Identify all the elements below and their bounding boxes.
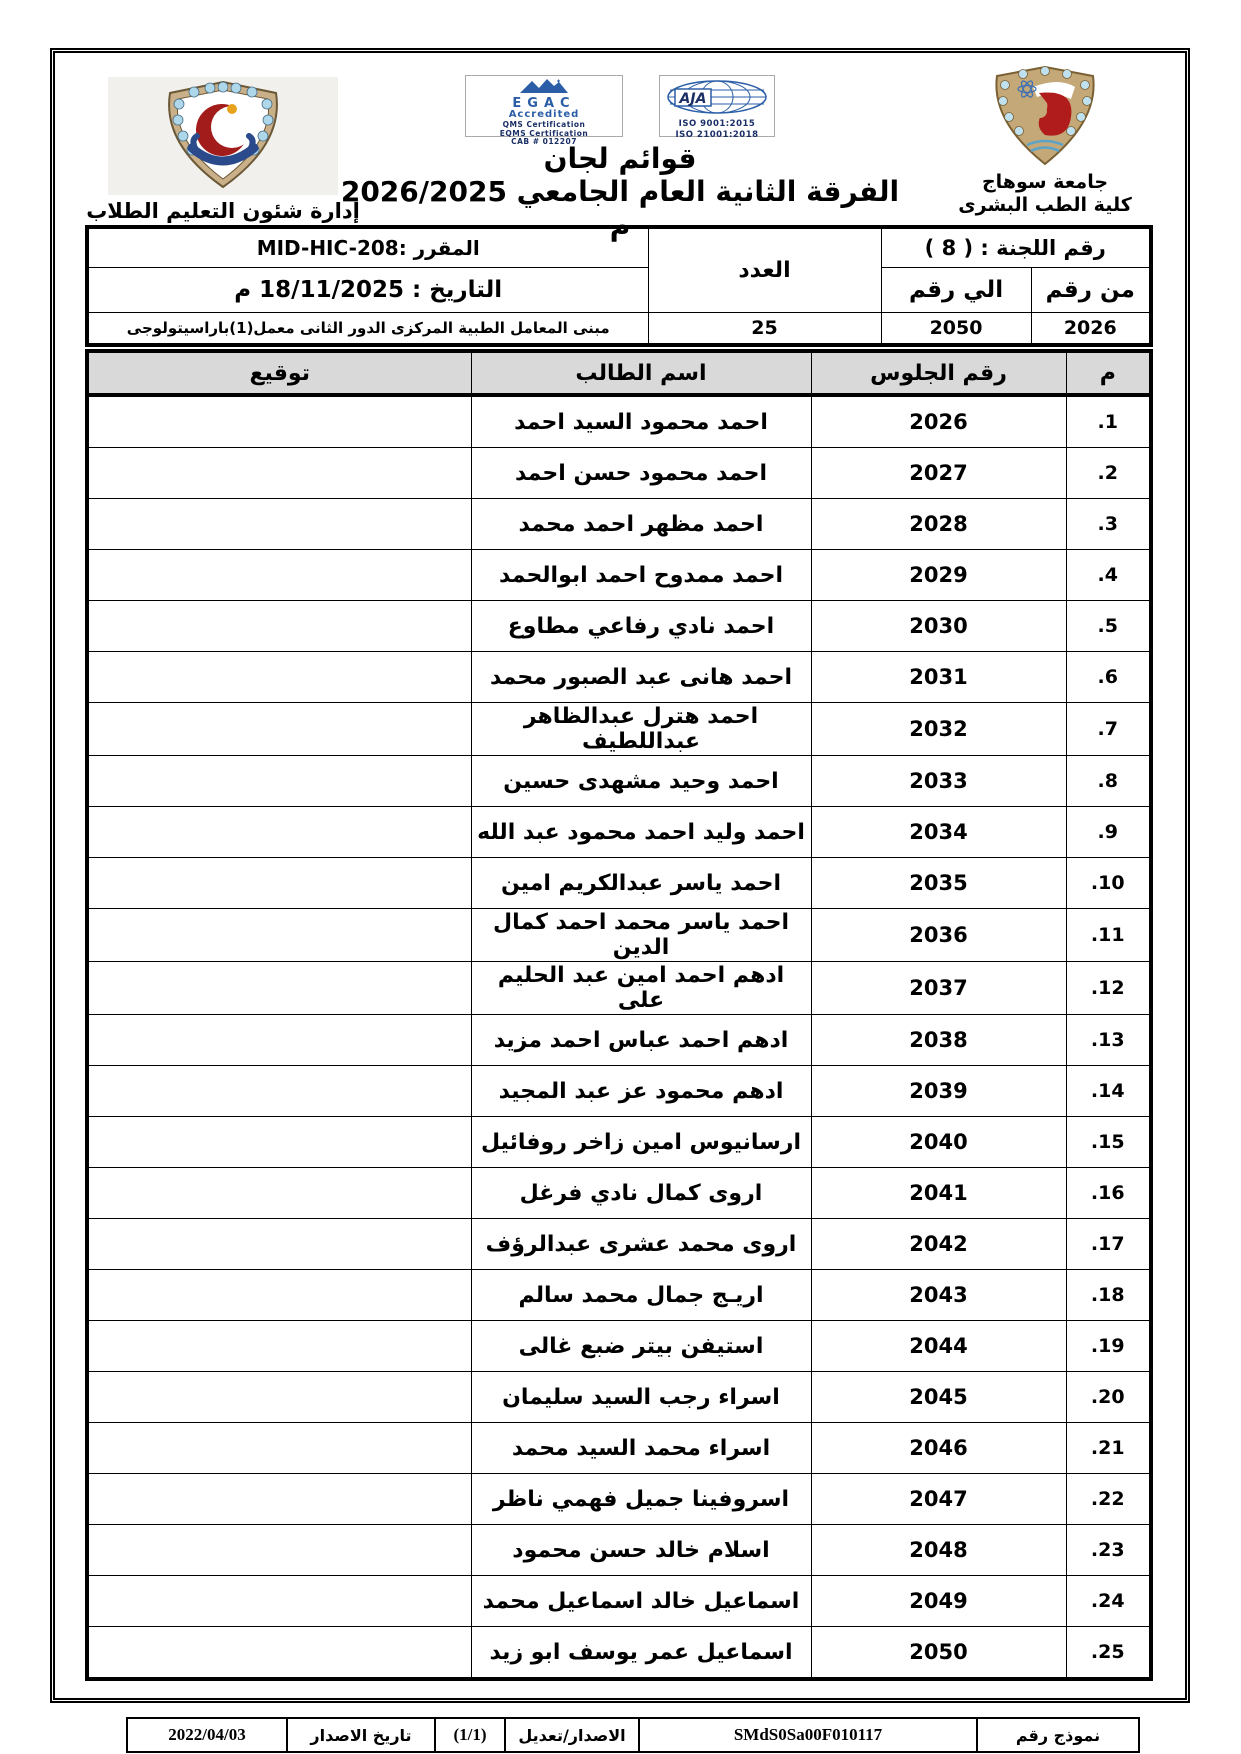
serial-cell: 13.: [1066, 1015, 1151, 1066]
name-cell: احمد نادي رفاعي مطاوع: [471, 601, 811, 652]
egac-logo: [465, 75, 623, 146]
signature-cell: [87, 1168, 471, 1219]
student-name-column-header: اسم الطالب: [471, 351, 811, 395]
table-row: [87, 1066, 1151, 1117]
signature-column-header: توقيع: [87, 351, 471, 395]
serial-cell: 4.: [1066, 550, 1151, 601]
name-cell: اسماعيل خالد اسماعيل محمد: [471, 1576, 811, 1627]
name-cell: احمد وحيد مشهدى حسين: [471, 756, 811, 807]
seat-cell: 2027: [811, 448, 1066, 499]
faculty-logo-box: [108, 77, 338, 195]
seat-cell: 2035: [811, 858, 1066, 909]
signature-cell: [87, 909, 471, 962]
signature-cell: [87, 1525, 471, 1576]
serial-cell: 14.: [1066, 1066, 1151, 1117]
form-number-label-cell: نموذج رقم: [977, 1718, 1139, 1752]
table-row: [87, 703, 1151, 756]
name-cell: اسلام خالد حسن محمود: [471, 1525, 811, 1576]
sohag-university-logo-icon: [983, 152, 1107, 171]
name-cell: اسراء محمد السيد محمد: [471, 1423, 811, 1474]
table-row: [87, 499, 1151, 550]
egac-cert-line: CAB # 012207: [511, 137, 577, 146]
aja-logo: [659, 75, 775, 140]
name-cell: احمد ممدوح احمد ابوالحمد: [471, 550, 811, 601]
seat-cell: 2047: [811, 1474, 1066, 1525]
header-center: [335, 75, 905, 242]
serial-cell: 9.: [1066, 807, 1151, 858]
name-cell: اريـج جمال محمد سالم: [471, 1270, 811, 1321]
name-cell: اسراء رجب السيد سليمان: [471, 1372, 811, 1423]
seat-cell: 2046: [811, 1423, 1066, 1474]
seat-cell: 2036: [811, 909, 1066, 962]
seat-cell: 2038: [811, 1015, 1066, 1066]
signature-cell: [87, 1015, 471, 1066]
seat-cell: 2048: [811, 1525, 1066, 1576]
signature-cell: [87, 550, 471, 601]
name-cell: اروى محمد عشرى عبدالرؤف: [471, 1219, 811, 1270]
serial-cell: 6.: [1066, 652, 1151, 703]
name-cell: اسماعيل عمر يوسف ابو زيد: [471, 1627, 811, 1680]
seat-cell: 2049: [811, 1576, 1066, 1627]
form-footer-table: [126, 1717, 1140, 1753]
seat-cell: 2045: [811, 1372, 1066, 1423]
serial-cell: 11.: [1066, 909, 1151, 962]
serial-cell: 2.: [1066, 448, 1151, 499]
seat-cell: 2033: [811, 756, 1066, 807]
seat-cell: 2041: [811, 1168, 1066, 1219]
table-row: [87, 909, 1151, 962]
committee-number-cell: رقم اللجنة : ( 8 ): [881, 227, 1151, 268]
signature-cell: [87, 962, 471, 1015]
seat-cell: 2028: [811, 499, 1066, 550]
document-header: [55, 53, 1185, 242]
seat-cell: 2032: [811, 703, 1066, 756]
to-number-value-cell: 2050: [881, 313, 1031, 346]
serial-cell: 15.: [1066, 1117, 1151, 1168]
aja-globe-icon: [665, 91, 769, 119]
count-value-cell: 25: [648, 313, 881, 346]
table-row: [87, 550, 1151, 601]
signature-cell: [87, 1321, 471, 1372]
issue-revision-value-cell: (1/1): [435, 1718, 505, 1752]
table-row: [87, 858, 1151, 909]
name-cell: احمد محمود السيد احمد: [471, 395, 811, 448]
name-cell: ادهم احمد عباس احمد مزيد: [471, 1015, 811, 1066]
serial-cell: 22.: [1066, 1474, 1151, 1525]
name-cell: احمد ياسر عبدالكريم امين: [471, 858, 811, 909]
page-subtitle: الفرقة الثانية العام الجامعي 2026/2025 م: [340, 175, 900, 242]
egac-mountains-icon: [518, 78, 570, 97]
seat-cell: 2034: [811, 807, 1066, 858]
name-cell: احمد محمود حسن احمد: [471, 448, 811, 499]
signature-cell: [87, 756, 471, 807]
serial-cell: 18.: [1066, 1270, 1151, 1321]
committee-info-table: [85, 225, 1153, 347]
serial-cell: 1.: [1066, 395, 1151, 448]
signature-cell: [87, 1627, 471, 1680]
serial-cell: 21.: [1066, 1423, 1151, 1474]
serial-cell: 7.: [1066, 703, 1151, 756]
exam-date-cell: التاريخ : 18/11/2025 م: [87, 268, 648, 313]
table-row: [87, 1015, 1151, 1066]
table-row: [87, 807, 1151, 858]
name-cell: احمد هترل عبدالظاهر عبداللطيف: [471, 703, 811, 756]
serial-cell: 8.: [1066, 756, 1151, 807]
seat-cell: 2030: [811, 601, 1066, 652]
table-row: [87, 1576, 1151, 1627]
seat-cell: 2031: [811, 652, 1066, 703]
table-row: [87, 448, 1151, 499]
name-cell: احمد هانى عبد الصبور محمد: [471, 652, 811, 703]
count-label-cell: العدد: [648, 227, 881, 313]
table-row: [87, 1474, 1151, 1525]
course-code-cell: المقرر :MID-HIC-208: [87, 227, 648, 268]
name-cell: ادهم احمد امين عبد الحليم على: [471, 962, 811, 1015]
seat-cell: 2050: [811, 1627, 1066, 1680]
seat-cell: 2042: [811, 1219, 1066, 1270]
signature-cell: [87, 652, 471, 703]
signature-cell: [87, 703, 471, 756]
seat-cell: 2026: [811, 395, 1066, 448]
signature-cell: [87, 1474, 471, 1525]
serial-cell: 10.: [1066, 858, 1151, 909]
table-row: [87, 1168, 1151, 1219]
serial-cell: 19.: [1066, 1321, 1151, 1372]
name-cell: احمد مظهر احمد محمد: [471, 499, 811, 550]
serial-column-header: م: [1066, 351, 1151, 395]
seat-cell: 2039: [811, 1066, 1066, 1117]
signature-cell: [87, 499, 471, 550]
from-number-value-cell: 2026: [1031, 313, 1151, 346]
serial-cell: 5.: [1066, 601, 1151, 652]
table-row: [87, 652, 1151, 703]
page-title: قوائم لجان: [543, 142, 697, 175]
table-row: [87, 1219, 1151, 1270]
seat-cell: 2029: [811, 550, 1066, 601]
signature-cell: [87, 807, 471, 858]
table-row: [87, 1627, 1151, 1680]
signature-cell: [87, 1576, 471, 1627]
seat-cell: 2037: [811, 962, 1066, 1015]
name-cell: ادهم محمود عز عبد المجيد: [471, 1066, 811, 1117]
table-row: [87, 1423, 1151, 1474]
serial-cell: 12.: [1066, 962, 1151, 1015]
signature-cell: [87, 395, 471, 448]
students-table-header-row: [87, 351, 1151, 395]
aja-iso-line: ISO 21001:2018: [675, 129, 759, 140]
table-row: [87, 601, 1151, 652]
table-row: [87, 395, 1151, 448]
issue-revision-label-cell: الاصدار/تعديل: [505, 1718, 639, 1752]
egac-cert-line: EQMS Certification: [499, 128, 589, 138]
serial-cell: 17.: [1066, 1219, 1151, 1270]
signature-cell: [87, 1270, 471, 1321]
seat-cell: 2043: [811, 1270, 1066, 1321]
egac-cert-line: QMS Certification: [502, 120, 586, 129]
table-row: [87, 1117, 1151, 1168]
seat-cell: 2040: [811, 1117, 1066, 1168]
serial-cell: 25.: [1066, 1627, 1151, 1680]
university-name: جامعة سوهاج: [981, 171, 1109, 194]
name-cell: احمد ياسر محمد احمد كمال الدين: [471, 909, 811, 962]
issue-date-label-cell: تاريخ الاصدار: [287, 1718, 435, 1752]
issue-date-value-cell: 2022/04/03: [127, 1718, 287, 1752]
name-cell: اروى كمال نادي فرغل: [471, 1168, 811, 1219]
college-name: كلية الطب البشرى: [958, 193, 1132, 216]
name-cell: استيفن بيتر ضبع غالى: [471, 1321, 811, 1372]
faculty-of-medicine-logo-icon: [148, 78, 298, 194]
page-frame: [50, 48, 1190, 1745]
serial-cell: 16.: [1066, 1168, 1151, 1219]
signature-cell: [87, 601, 471, 652]
table-row: [87, 1525, 1151, 1576]
table-row: [87, 1321, 1151, 1372]
seat-cell: 2044: [811, 1321, 1066, 1372]
name-cell: اسروفينا جميل فهمي ناظر: [471, 1474, 811, 1525]
signature-cell: [87, 858, 471, 909]
header-right: [945, 65, 1145, 217]
table-row: [87, 756, 1151, 807]
egac-accredited-label: Accredited: [508, 109, 580, 120]
aja-iso-line: ISO 9001:2015: [678, 119, 756, 129]
signature-cell: [87, 1423, 471, 1474]
name-cell: احمد وليد احمد محمود عبد الله: [471, 807, 811, 858]
students-tbody: [87, 395, 1151, 1679]
table-row: [87, 962, 1151, 1015]
to-number-label-cell: الي رقم: [881, 268, 1031, 313]
students-table: [85, 349, 1153, 1681]
name-cell: ارسانيوس امين زاخر روفائيل: [471, 1117, 811, 1168]
table-row: [87, 1372, 1151, 1423]
svg-text:AJA: AJA: [679, 91, 707, 107]
signature-cell: [87, 1117, 471, 1168]
serial-cell: 3.: [1066, 499, 1151, 550]
signature-cell: [87, 1372, 471, 1423]
exam-location-cell: مبنى المعامل الطبية المركزى الدور الثانى معمل(1)باراسيتولوجى: [87, 313, 648, 346]
signature-cell: [87, 448, 471, 499]
signature-cell: [87, 1066, 471, 1117]
student-affairs-caption: إدارة شئون التعليم الطلاب: [86, 199, 360, 223]
serial-cell: 20.: [1066, 1372, 1151, 1423]
serial-cell: 24.: [1066, 1576, 1151, 1627]
form-code-cell: SMdS0Sa00F010117: [639, 1718, 977, 1752]
seat-number-column-header: رقم الجلوس: [811, 351, 1066, 395]
serial-cell: 23.: [1066, 1525, 1151, 1576]
table-row: [87, 1270, 1151, 1321]
from-number-label-cell: من رقم: [1031, 268, 1151, 313]
signature-cell: [87, 1219, 471, 1270]
certification-logos: [335, 75, 905, 146]
egac-name: EGAC: [512, 96, 576, 111]
